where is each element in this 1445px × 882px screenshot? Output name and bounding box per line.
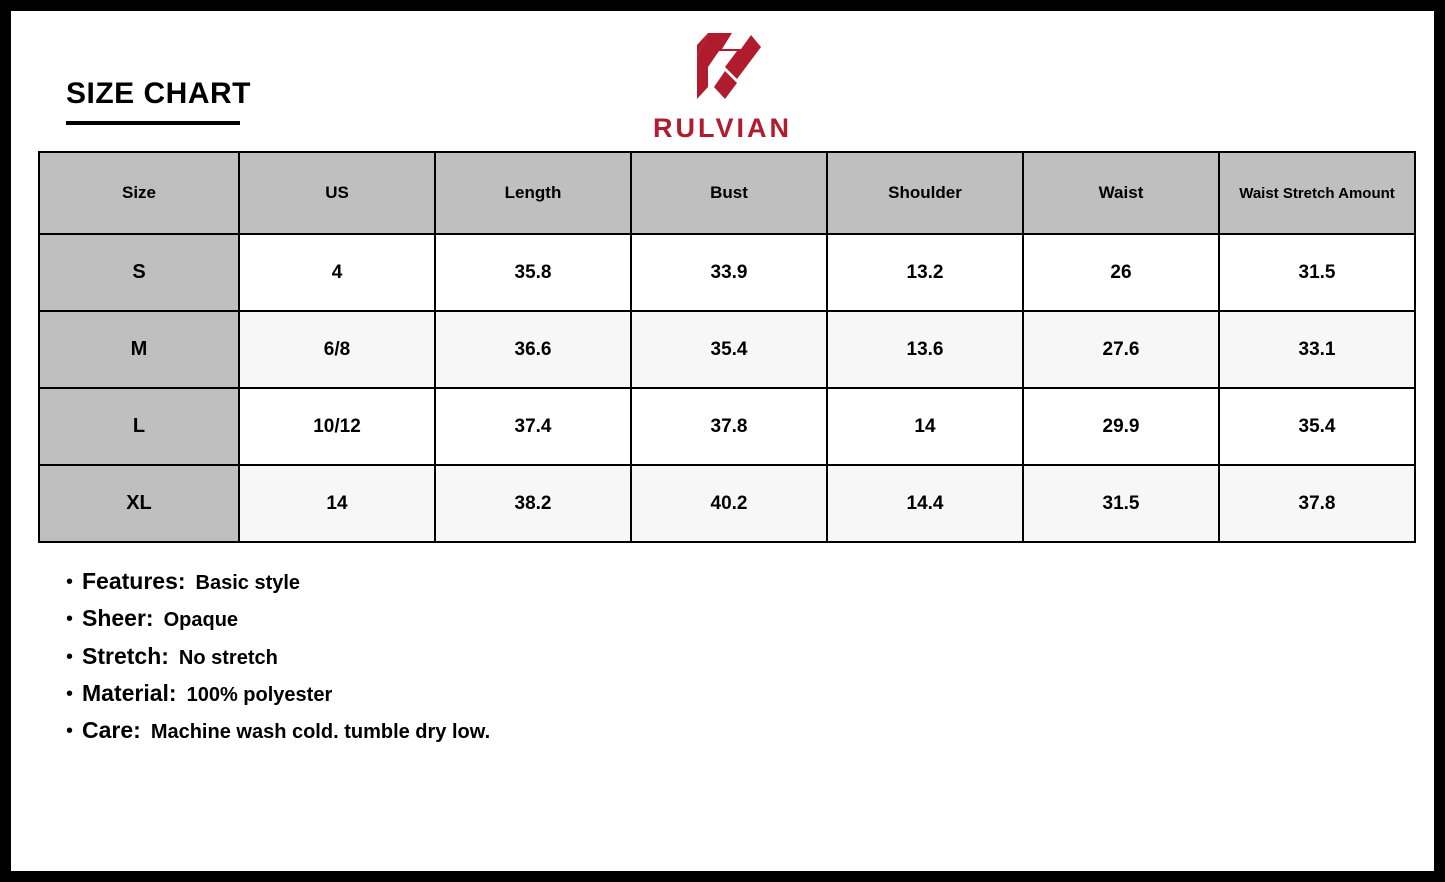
cell-us: 6/8 xyxy=(239,311,435,388)
page-title: SIZE CHART xyxy=(66,77,251,110)
cell-waist-stretch: 35.4 xyxy=(1219,388,1415,465)
column-header-size: Size xyxy=(39,152,239,234)
column-header-shoulder: Shoulder xyxy=(827,152,1023,234)
cell-shoulder: 13.2 xyxy=(827,234,1023,311)
page-inner xyxy=(11,11,1434,871)
cell-waist: 29.9 xyxy=(1023,388,1219,465)
cell-shoulder: 14 xyxy=(827,388,1023,465)
feature-label: Care: xyxy=(82,717,141,744)
cell-waist: 26 xyxy=(1023,234,1219,311)
brand-name: RULVIAN xyxy=(653,113,792,143)
column-header-waist-stretch-amount: Waist Stretch Amount xyxy=(1219,152,1415,234)
cell-waist: 31.5 xyxy=(1023,465,1219,542)
list-item xyxy=(66,606,1407,631)
table-body xyxy=(39,234,1415,542)
feature-label: Sheer: xyxy=(82,605,154,632)
feature-label: Stretch: xyxy=(82,642,169,669)
cell-waist-stretch: 37.8 xyxy=(1219,465,1415,542)
column-header-length: Length xyxy=(435,152,631,234)
feature-value: Machine wash cold. tumble dry low. xyxy=(150,721,491,744)
bullet-icon: • xyxy=(66,645,74,668)
size-chart-table xyxy=(38,151,1416,543)
feature-value: Opaque xyxy=(163,609,239,632)
cell-waist-stretch: 31.5 xyxy=(1219,234,1415,311)
feature-label: Material: xyxy=(82,679,177,706)
brand-block xyxy=(38,27,1407,142)
bullet-icon: • xyxy=(66,720,74,743)
table-header-row xyxy=(39,152,1415,234)
cell-waist: 27.6 xyxy=(1023,311,1219,388)
feature-label: Features: xyxy=(82,568,186,594)
cell-us: 4 xyxy=(239,234,435,311)
feature-value: No stretch xyxy=(178,646,278,669)
bullet-icon: • xyxy=(66,571,74,593)
cell-us: 14 xyxy=(239,465,435,542)
features-list xyxy=(66,569,1407,743)
feature-value: 100% polyester xyxy=(186,683,333,706)
bullet-icon: • xyxy=(66,682,74,705)
rulvian-r-logo-icon xyxy=(675,27,771,111)
cell-bust: 35.4 xyxy=(631,311,827,388)
cell-shoulder: 14.4 xyxy=(827,465,1023,542)
table-row xyxy=(39,388,1415,465)
cell-length: 35.8 xyxy=(435,234,631,311)
cell-bust: 33.9 xyxy=(631,234,827,311)
column-header-us: US xyxy=(239,152,435,234)
cell-size: XL xyxy=(39,465,239,542)
cell-waist-stretch: 33.1 xyxy=(1219,311,1415,388)
cell-size: L xyxy=(39,388,239,465)
cell-bust: 37.8 xyxy=(631,388,827,465)
cell-shoulder: 13.6 xyxy=(827,311,1023,388)
list-item xyxy=(66,681,1407,706)
cell-us: 10/12 xyxy=(239,388,435,465)
cell-length: 38.2 xyxy=(435,465,631,542)
list-item xyxy=(66,569,1407,594)
cell-size: M xyxy=(39,311,239,388)
list-item xyxy=(66,644,1407,669)
cell-size: S xyxy=(39,234,239,311)
column-header-bust: Bust xyxy=(631,152,827,234)
bullet-icon: • xyxy=(66,608,74,631)
table-header xyxy=(39,152,1415,234)
list-item xyxy=(66,718,1407,743)
feature-value: Basic style xyxy=(195,572,301,594)
table-row xyxy=(39,234,1415,311)
cell-bust: 40.2 xyxy=(631,465,827,542)
table-row xyxy=(39,311,1415,388)
column-header-waist: Waist xyxy=(1023,152,1219,234)
header xyxy=(38,11,1407,151)
cell-length: 37.4 xyxy=(435,388,631,465)
table-row xyxy=(39,465,1415,542)
cell-length: 36.6 xyxy=(435,311,631,388)
